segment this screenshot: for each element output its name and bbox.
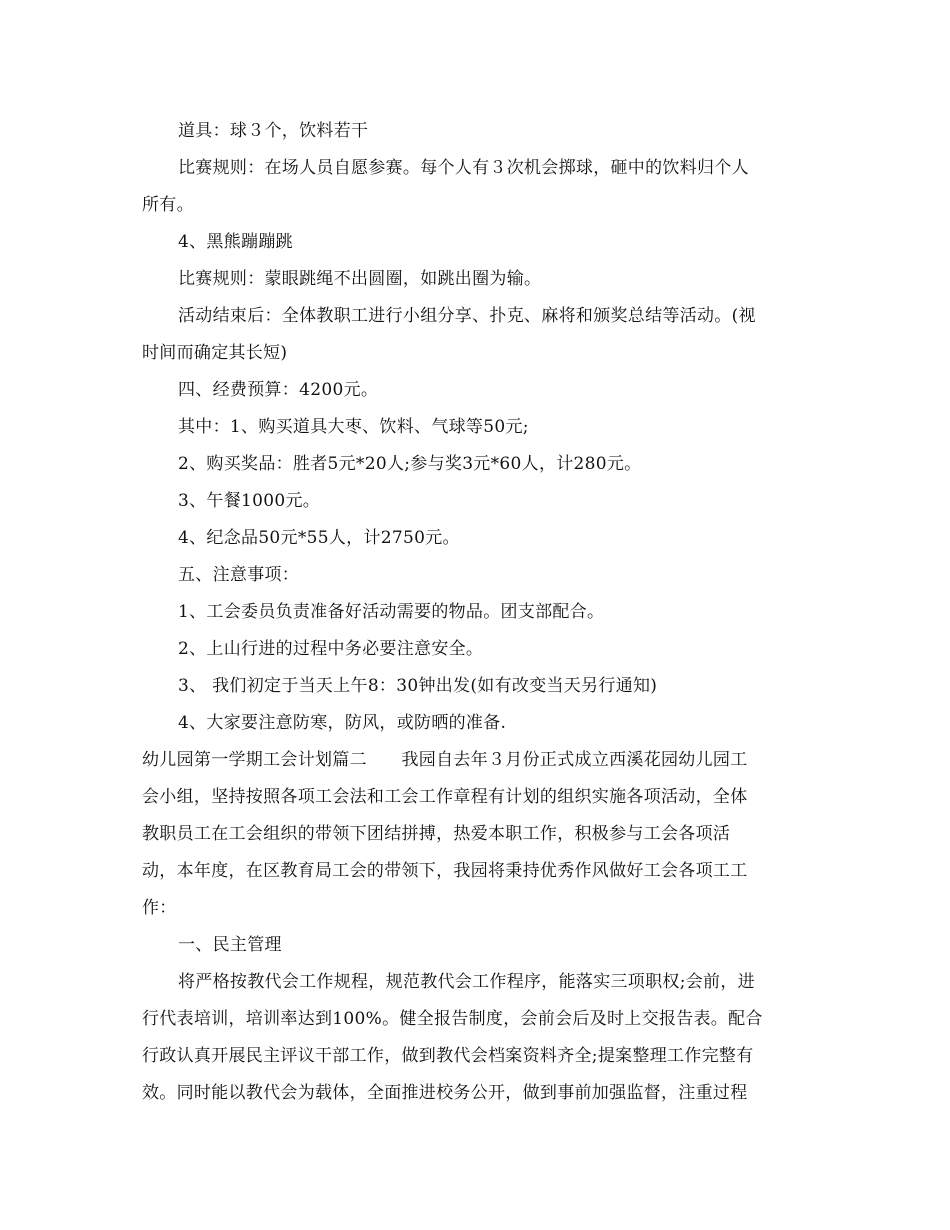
note-item-1: 1、工会委员负责准备好活动需要的物品。团支部配合。 — [178, 602, 605, 622]
budget-item-2: 2、购买奖品：胜者5元*20人;参与奖3元*60人，计280元。 — [178, 454, 642, 474]
note-item-4: 4、大家要注意防寒，防风，或防晒的准备. — [178, 713, 507, 733]
budget-item-4: 4、纪念品50元*55人，计2750元。 — [178, 528, 460, 548]
text-line-plan-intro-2: 会小组，坚持按照各项工会法和工会工作章程有计划的组织实施各项活动，全体 — [142, 787, 748, 807]
text-line-plan-intro-3: 教职员工在工会组织的带领下团结拼搏，热爱本职工作，积极参与工会各项活 — [142, 824, 731, 844]
text-line-game-4-title: 4、黑熊蹦蹦跳 — [178, 232, 293, 252]
text-line-rules-2: 比赛规则：蒙眼跳绳不出圆圈，如跳出圈为输。 — [178, 269, 542, 289]
text-line-plan-intro-1: 幼儿园第一学期工会计划篇二 我园自去年３月份正式成立西溪花园幼儿园工 — [142, 750, 748, 770]
text-line-after-activity: 活动结束后：全体教职工进行小组分享、扑克、麻将和颁奖总结等活动。(视 — [178, 306, 756, 326]
section-heading-notes: 五、注意事项： — [178, 565, 300, 585]
section-heading-budget: 四、经费预算：4200元。 — [178, 380, 379, 400]
text-line-plan-intro-5: 作： — [142, 898, 177, 918]
text-line-management-2: 行代表培训，培训率达到100%。健全报告制度，会前会后及时上交报告表。配合 — [142, 1009, 763, 1029]
note-item-3: 3、 我们初定于当天上午8：30钟出发(如有改变当天另行通知) — [178, 676, 658, 696]
text-line-management-1: 将严格按教代会工作规程，规范教代会工作程序，能落实三项职权;会前，进 — [178, 972, 755, 992]
text-line-management-4: 效。同时能以教代会为载体，全面推进校务公开，做到事前加强监督，注重过程 — [142, 1083, 748, 1103]
budget-item-1: 其中：1、购买道具大枣、饮料、气球等50元; — [178, 417, 529, 437]
text-line-plan-intro-4: 动，本年度，在区教育局工会的带领下，我园将秉持优秀作风做好工会各项工工 — [142, 861, 748, 881]
text-line-rules-1: 比赛规则：在场人员自愿参赛。每个人有３次机会掷球，砸中的饮料归个人 — [178, 158, 749, 178]
text-line-management-3: 行政认真开展民主评议干部工作，做到教代会档案资料齐全;提案整理工作完整有 — [142, 1046, 754, 1066]
text-line-rules-1-cont: 所有。 — [142, 195, 194, 215]
text-line-after-activity-cont: 时间而确定其长短) — [142, 343, 288, 363]
note-item-2: 2、上山行进的过程中务必要注意安全。 — [178, 639, 484, 659]
budget-item-3: 3、午餐1000元。 — [178, 491, 321, 511]
text-line-props: 道具：球３个，饮料若干 — [178, 121, 369, 141]
section-heading-democratic-management: 一、民主管理 — [178, 935, 282, 955]
